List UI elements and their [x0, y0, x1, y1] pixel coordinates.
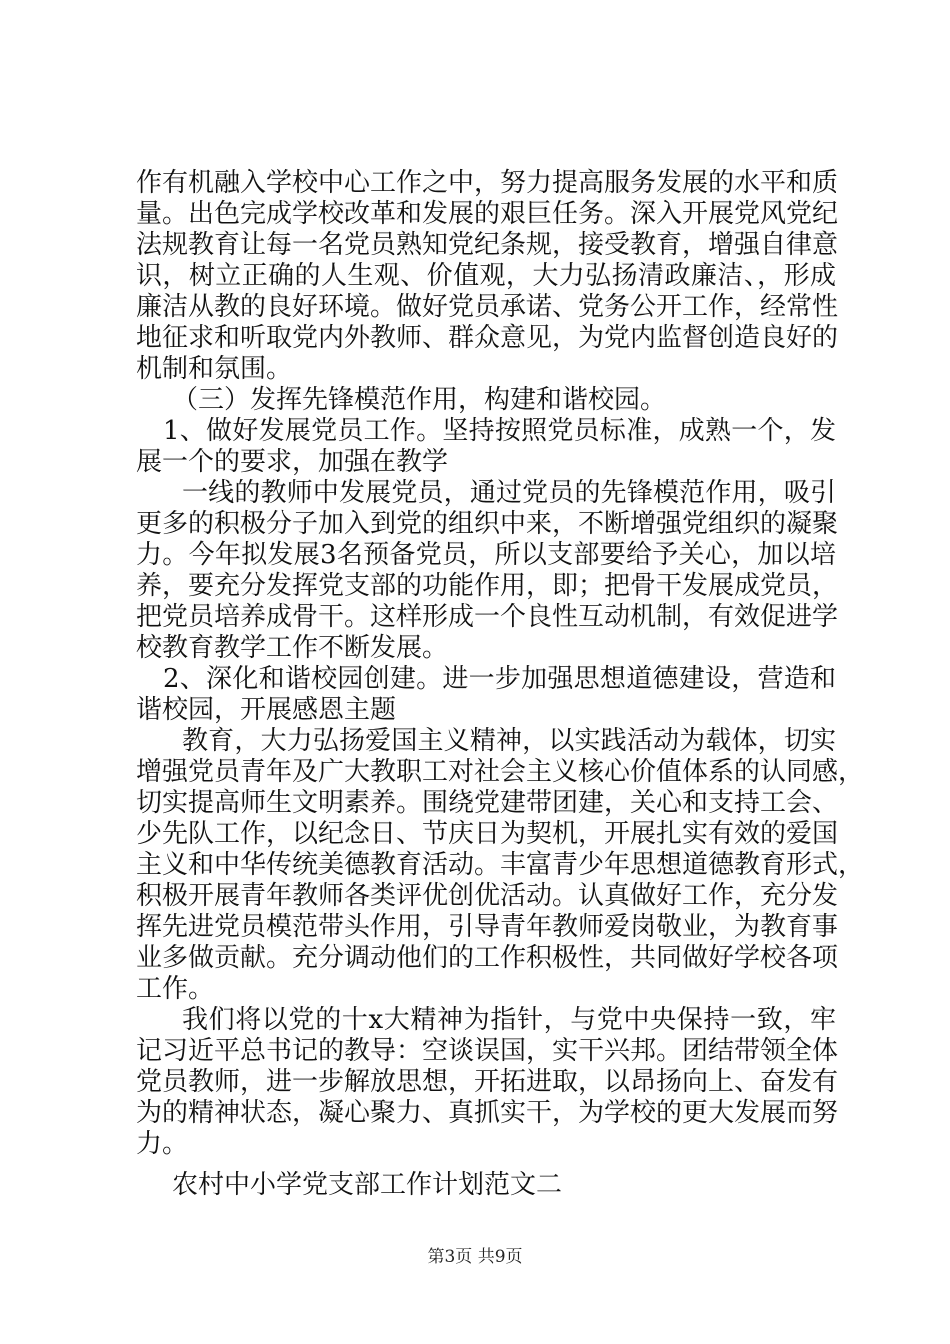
text-line: 我们将以党的十x大精神为指针，与党中央保持一致，牢 [182, 1005, 836, 1035]
text-line: 增强党员青年及广大教职工对社会主义核心价值体系的认同感， [136, 757, 865, 787]
text-line: 展一个的要求，加强在教学 [136, 447, 449, 477]
text-line: 养，要充分发挥党支部的功能作用，即；把骨干发展成党员， [136, 571, 839, 601]
document-body [136, 168, 865, 1201]
text-line: 1、做好发展党员工作。坚持按照党员标准，成熟一个，发 [163, 416, 836, 446]
text-line: 把党员培养成骨干。这样形成一个良性互动机制，有效促进学 [136, 602, 839, 632]
text-line: 挥先进党员模范带头作用，引导青年教师爱岗敬业，为教育事 [136, 912, 839, 942]
next-section-title: 农村中小学党支部工作计划范文二 [172, 1170, 563, 1200]
page-footer [0, 1247, 950, 1267]
text-line: 更多的积极分子加入到党的组织中来，不断增强党组织的凝聚 [136, 509, 839, 539]
text-line: 校教育教学工作不断发展。 [136, 633, 449, 663]
text-line: 党员教师，进一步解放思想，开拓进取，以昂扬向上、奋发有 [136, 1067, 839, 1097]
page-number-label: 第3页 共9页 [427, 1247, 523, 1267]
text-line: 法规教育让每一名党员熟知党纪条规，接受教育，增强自律意 [136, 230, 839, 260]
text-line: 工作。 [136, 974, 215, 1004]
text-line: 识，树立正确的人生观、价值观，大力弘扬清政廉洁、，形成 [136, 261, 836, 291]
text-line: 作有机融入学校中心工作之中，努力提高服务发展的水平和质 [136, 168, 839, 198]
text-line: 积极开展青年教师各类评优创优活动。认真做好工作，充分发 [136, 881, 839, 911]
section-heading: （三）发挥先锋模范作用，构建和谐校园。 [172, 385, 667, 415]
text-line: 机制和氛围。 [136, 354, 293, 384]
text-line: 地征求和听取党内外教师、群众意见，为党内监督创造良好的 [136, 323, 839, 353]
text-line: 力。今年拟发展3名预备党员，所以支部要给予关心，加以培 [136, 540, 836, 570]
text-line: 教育，大力弘扬爱国主义精神，以实践活动为载体，切实 [182, 726, 836, 756]
text-line: 主义和中华传统美德教育活动。丰富青少年思想道德教育形式， [136, 850, 865, 880]
text-line: 力。 [136, 1129, 189, 1159]
text-line: 少先队工作，以纪念日、节庆日为契机，开展扎实有效的爱国 [136, 819, 839, 849]
text-line: 业多做贡献。充分调动他们的工作积极性，共同做好学校各项 [136, 943, 839, 973]
text-line: 量。出色完成学校改革和发展的艰巨任务。深入开展党风党纪 [136, 199, 839, 229]
text-line: 记习近平总书记的教导：空谈误国，实干兴邦。团结带领全体 [136, 1036, 839, 1066]
text-line: 切实提高师生文明素养。围绕党建带团建，关心和支持工会、 [136, 788, 839, 818]
text-line: 2、深化和谐校园创建。进一步加强思想道德建设，营造和 [163, 664, 836, 694]
text-line: 一线的教师中发展党员，通过党员的先锋模范作用，吸引 [182, 478, 836, 508]
text-line: 谐校园，开展感恩主题 [136, 695, 397, 725]
text-line: 为的精神状态，凝心聚力、真抓实干，为学校的更大发展而努 [136, 1098, 839, 1128]
text-line: 廉洁从教的良好环境。做好党员承诺、党务公开工作，经常性 [136, 292, 839, 322]
